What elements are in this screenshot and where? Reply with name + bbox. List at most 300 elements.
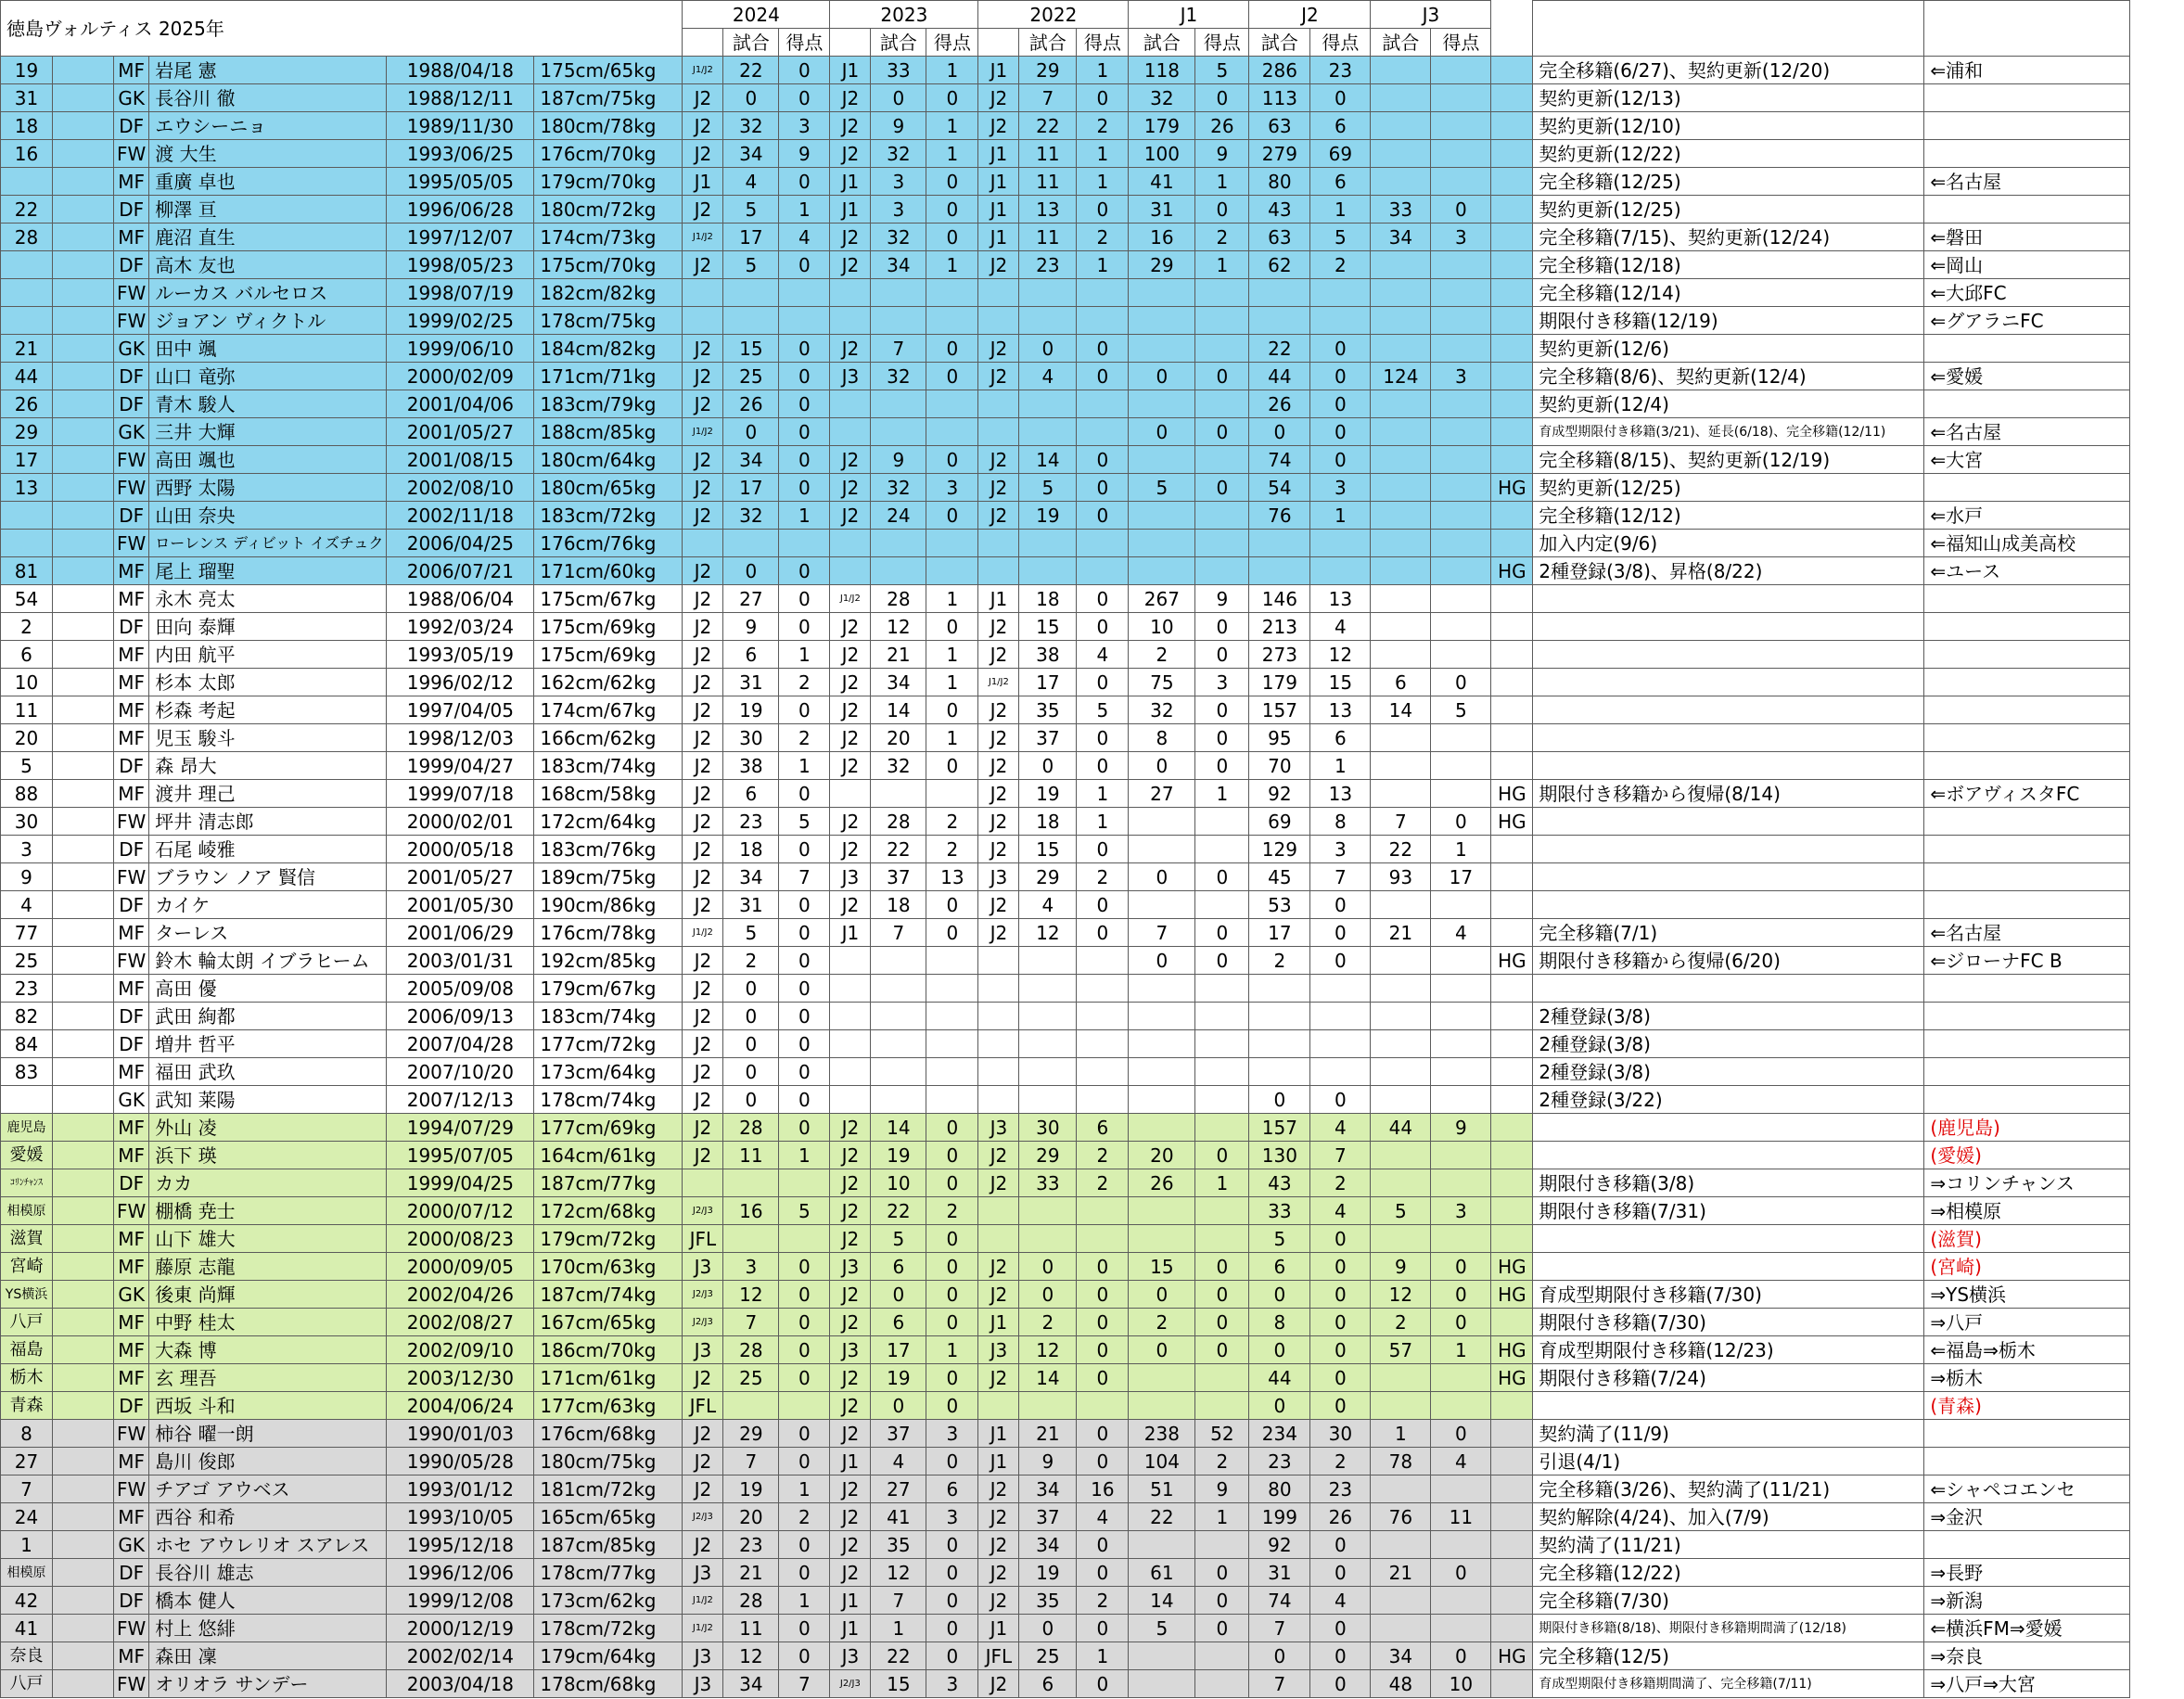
j2-games: 43 xyxy=(1249,1169,1310,1197)
table-row[interactable] xyxy=(1,279,2130,307)
table-row[interactable] xyxy=(1,474,2130,502)
player-number: 41 xyxy=(1,1615,53,1642)
j1-games xyxy=(1129,808,1195,836)
games-2022: 35 xyxy=(1019,1587,1077,1615)
position: FW xyxy=(114,863,149,891)
height-weight: 176cm/76kg xyxy=(534,530,683,557)
goals-2023: 0 xyxy=(926,1281,978,1309)
table-row[interactable] xyxy=(1,57,2130,84)
table-row[interactable] xyxy=(1,1420,2130,1448)
j3-games xyxy=(1371,502,1431,530)
table-row[interactable] xyxy=(1,1003,2130,1030)
j1-games: 267 xyxy=(1129,585,1195,613)
table-row[interactable] xyxy=(1,502,2130,530)
table-row[interactable] xyxy=(1,307,2130,335)
goals-2022: 0 xyxy=(1077,84,1129,112)
player-name: 山田 奈央 xyxy=(149,502,387,530)
j1-goals: 0 xyxy=(1195,696,1249,724)
j3-goals xyxy=(1431,530,1491,557)
league-2023: J2 xyxy=(830,1392,871,1420)
table-row[interactable] xyxy=(1,530,2130,557)
league-2024: J2 xyxy=(683,140,723,168)
j2-goals: 0 xyxy=(1310,1225,1371,1253)
table-row[interactable] xyxy=(1,251,2130,279)
j1-games: 75 xyxy=(1129,669,1195,696)
player-name: 坪井 清志郎 xyxy=(149,808,387,836)
birth-date: 1988/04/18 xyxy=(387,57,534,84)
blank-cell xyxy=(53,1281,114,1309)
goals-2022 xyxy=(1077,1392,1129,1420)
table-row[interactable] xyxy=(1,557,2130,585)
table-row[interactable] xyxy=(1,1281,2130,1309)
table-row[interactable] xyxy=(1,1615,2130,1642)
birth-date: 1996/02/12 xyxy=(387,669,534,696)
table-row[interactable] xyxy=(1,641,2130,669)
goals-2024: 0 xyxy=(779,1448,830,1475)
table-row[interactable] xyxy=(1,196,2130,224)
player-name: 西谷 和希 xyxy=(149,1503,387,1531)
j1-games: 0 xyxy=(1129,1281,1195,1309)
table-row[interactable] xyxy=(1,669,2130,696)
j1-games xyxy=(1129,836,1195,863)
sheet-title: 徳島ヴォルティス 2025年 xyxy=(1,1,683,57)
j3-goals xyxy=(1431,891,1491,919)
goals-2022: 1 xyxy=(1077,140,1129,168)
table-row[interactable] xyxy=(1,1531,2130,1559)
j2-games: 8 xyxy=(1249,1309,1310,1336)
league-2024 xyxy=(683,530,723,557)
homegrown-flag xyxy=(1491,1086,1533,1114)
height-weight: 173cm/64kg xyxy=(534,1058,683,1086)
j1-goals xyxy=(1195,1225,1249,1253)
header-goals: 得点 xyxy=(926,29,978,57)
games-2024 xyxy=(723,1225,779,1253)
league-2023: J2 xyxy=(830,613,871,641)
games-2024 xyxy=(723,530,779,557)
j1-goals: 1 xyxy=(1195,168,1249,196)
player-number xyxy=(1,251,53,279)
birth-date: 1995/07/05 xyxy=(387,1142,534,1169)
table-row[interactable] xyxy=(1,1392,2130,1420)
height-weight: 164cm/61kg xyxy=(534,1142,683,1169)
player-number: 31 xyxy=(1,84,53,112)
blank-cell xyxy=(53,502,114,530)
league-2024: J1/J2 xyxy=(683,919,723,947)
league-2023: J2 xyxy=(830,502,871,530)
league-2023: J2 xyxy=(830,1531,871,1559)
games-2024: 12 xyxy=(723,1642,779,1670)
league-2023: J2 xyxy=(830,669,871,696)
league-2022: J2 xyxy=(978,613,1019,641)
transfer-note xyxy=(1533,641,1924,669)
j2-games: 80 xyxy=(1249,168,1310,196)
table-row[interactable] xyxy=(1,863,2130,891)
player-number: 滋賀 xyxy=(1,1225,53,1253)
table-row[interactable] xyxy=(1,836,2130,863)
goals-2023: 1 xyxy=(926,140,978,168)
table-row[interactable] xyxy=(1,1642,2130,1670)
transfer-note: 完全移籍(3/26)、契約満了(11/21) xyxy=(1533,1475,1924,1503)
goals-2024: 0 xyxy=(779,1364,830,1392)
player-name: 渡 大生 xyxy=(149,140,387,168)
j1-games xyxy=(1129,530,1195,557)
games-2022: 15 xyxy=(1019,836,1077,863)
j1-goals xyxy=(1195,446,1249,474)
transfer-note: 期限付き移籍(3/8) xyxy=(1533,1169,1924,1197)
birth-date: 2000/09/05 xyxy=(387,1253,534,1281)
j2-goals: 0 xyxy=(1310,947,1371,975)
birth-date: 2006/04/25 xyxy=(387,530,534,557)
j1-goals: 3 xyxy=(1195,669,1249,696)
table-row[interactable] xyxy=(1,112,2130,140)
position: FW xyxy=(114,1615,149,1642)
position: FW xyxy=(114,474,149,502)
player-number: 54 xyxy=(1,585,53,613)
games-2024: 0 xyxy=(723,84,779,112)
blank-cell xyxy=(53,446,114,474)
games-2022: 29 xyxy=(1019,1142,1077,1169)
transfer-club: ⇐シャペコエンセ xyxy=(1924,1475,2130,1503)
goals-2024: 0 xyxy=(779,335,830,363)
table-row[interactable] xyxy=(1,1559,2130,1587)
games-2024: 23 xyxy=(723,1531,779,1559)
table-row[interactable] xyxy=(1,1225,2130,1253)
j2-goals xyxy=(1310,557,1371,585)
j2-games: 92 xyxy=(1249,780,1310,808)
j2-goals: 0 xyxy=(1310,1336,1371,1364)
j2-games: 0 xyxy=(1249,1281,1310,1309)
j1-games xyxy=(1129,279,1195,307)
league-2024: J2 xyxy=(683,1086,723,1114)
table-row[interactable] xyxy=(1,1503,2130,1531)
league-2023: J3 xyxy=(830,863,871,891)
player-name: エウシーニョ xyxy=(149,112,387,140)
j3-goals: 0 xyxy=(1431,1309,1491,1336)
player-name: 西坂 斗和 xyxy=(149,1392,387,1420)
league-2022 xyxy=(978,1225,1019,1253)
position: DF xyxy=(114,502,149,530)
table-row[interactable] xyxy=(1,1475,2130,1503)
player-number: 44 xyxy=(1,363,53,390)
j1-goals: 0 xyxy=(1195,1559,1249,1587)
j2-goals: 0 xyxy=(1310,1559,1371,1587)
games-2023 xyxy=(871,279,926,307)
table-body xyxy=(1,1,2130,1698)
position: MF xyxy=(114,919,149,947)
table-row[interactable] xyxy=(1,418,2130,446)
player-number xyxy=(1,1086,53,1114)
header-2024: 2024 xyxy=(683,1,830,29)
position: FW xyxy=(114,808,149,836)
homegrown-flag xyxy=(1491,224,1533,251)
j1-goals: 0 xyxy=(1195,363,1249,390)
league-2023: J1 xyxy=(830,168,871,196)
table-row[interactable] xyxy=(1,1058,2130,1086)
j2-goals: 0 xyxy=(1310,446,1371,474)
goals-2022 xyxy=(1077,947,1129,975)
table-row[interactable] xyxy=(1,1030,2130,1058)
j3-games: 33 xyxy=(1371,196,1431,224)
player-number: 18 xyxy=(1,112,53,140)
header-j2: J2 xyxy=(1249,1,1371,29)
table-row[interactable] xyxy=(1,752,2130,780)
player-name: 増井 哲平 xyxy=(149,1030,387,1058)
j1-goals: 0 xyxy=(1195,1336,1249,1364)
league-2022 xyxy=(978,279,1019,307)
header-goals: 得点 xyxy=(1195,29,1249,57)
table-row[interactable] xyxy=(1,1448,2130,1475)
j1-goals: 0 xyxy=(1195,641,1249,669)
j3-games xyxy=(1371,1615,1431,1642)
league-2023 xyxy=(830,557,871,585)
j2-games: 44 xyxy=(1249,1364,1310,1392)
j2-games: 0 xyxy=(1249,1336,1310,1364)
j3-goals xyxy=(1431,418,1491,446)
transfer-note: 期限付き移籍(7/31) xyxy=(1533,1197,1924,1225)
transfer-club xyxy=(1924,390,2130,418)
games-2022: 4 xyxy=(1019,891,1077,919)
transfer-note xyxy=(1533,724,1924,752)
position: DF xyxy=(114,891,149,919)
j3-games xyxy=(1371,585,1431,613)
blank-cell xyxy=(53,1475,114,1503)
table-row[interactable] xyxy=(1,1114,2130,1142)
table-row[interactable] xyxy=(1,1587,2130,1615)
goals-2024: 2 xyxy=(779,669,830,696)
height-weight: 177cm/63kg xyxy=(534,1392,683,1420)
player-name: 中野 桂太 xyxy=(149,1309,387,1336)
table-row[interactable] xyxy=(1,1197,2130,1225)
goals-2024: 0 xyxy=(779,1531,830,1559)
blank-cell xyxy=(53,140,114,168)
j1-games: 29 xyxy=(1129,251,1195,279)
games-2022 xyxy=(1019,1086,1077,1114)
table-row[interactable] xyxy=(1,140,2130,168)
table-row[interactable] xyxy=(1,446,2130,474)
j1-games: 32 xyxy=(1129,696,1195,724)
position: DF xyxy=(114,1003,149,1030)
j2-games: 0 xyxy=(1249,418,1310,446)
height-weight: 178cm/74kg xyxy=(534,1086,683,1114)
height-weight: 173cm/62kg xyxy=(534,1587,683,1615)
position: DF xyxy=(114,1030,149,1058)
header-goals: 得点 xyxy=(1077,29,1129,57)
league-2023 xyxy=(830,1030,871,1058)
goals-2022: 1 xyxy=(1077,168,1129,196)
games-2023: 22 xyxy=(871,1642,926,1670)
goals-2024: 5 xyxy=(779,1197,830,1225)
league-2023: J2 xyxy=(830,251,871,279)
position: MF xyxy=(114,1142,149,1169)
table-row[interactable] xyxy=(1,975,2130,1003)
player-number: 23 xyxy=(1,975,53,1003)
table-row[interactable] xyxy=(1,696,2130,724)
j2-goals: 0 xyxy=(1310,1309,1371,1336)
j1-goals xyxy=(1195,808,1249,836)
birth-date: 1999/04/27 xyxy=(387,752,534,780)
j3-games xyxy=(1371,335,1431,363)
player-name: 長谷川 徹 xyxy=(149,84,387,112)
games-2024: 31 xyxy=(723,669,779,696)
j1-goals xyxy=(1195,279,1249,307)
height-weight: 184cm/82kg xyxy=(534,335,683,363)
games-2024: 31 xyxy=(723,891,779,919)
table-row[interactable] xyxy=(1,1670,2130,1698)
j1-games xyxy=(1129,1392,1195,1420)
goals-2024: 0 xyxy=(779,975,830,1003)
games-2024 xyxy=(723,1169,779,1197)
transfer-club: (宮崎) xyxy=(1924,1253,2130,1281)
table-row[interactable] xyxy=(1,168,2130,196)
j1-games: 2 xyxy=(1129,641,1195,669)
player-name: 高木 友也 xyxy=(149,251,387,279)
league-2024: J2 xyxy=(683,975,723,1003)
goals-2024: 1 xyxy=(779,1587,830,1615)
games-2022: 35 xyxy=(1019,696,1077,724)
games-2022: 17 xyxy=(1019,669,1077,696)
j2-games: 179 xyxy=(1249,669,1310,696)
league-2022: J2 xyxy=(978,1670,1019,1698)
goals-2024: 7 xyxy=(779,863,830,891)
player-name: 石尾 崚雅 xyxy=(149,836,387,863)
table-row[interactable] xyxy=(1,613,2130,641)
homegrown-flag: HG xyxy=(1491,780,1533,808)
games-2023 xyxy=(871,1030,926,1058)
blank-cell xyxy=(53,112,114,140)
league-2022: J2 xyxy=(978,1142,1019,1169)
j2-goals: 26 xyxy=(1310,1503,1371,1531)
table-row[interactable] xyxy=(1,891,2130,919)
table-row[interactable] xyxy=(1,780,2130,808)
games-2023: 1 xyxy=(871,1615,926,1642)
goals-2023 xyxy=(926,975,978,1003)
games-2024: 19 xyxy=(723,1475,779,1503)
table-row[interactable] xyxy=(1,1169,2130,1197)
player-number: 7 xyxy=(1,1475,53,1503)
player-name: 長谷川 雄志 xyxy=(149,1559,387,1587)
position: MF xyxy=(114,1253,149,1281)
table-row[interactable] xyxy=(1,1253,2130,1281)
j1-games: 238 xyxy=(1129,1420,1195,1448)
player-number: 82 xyxy=(1,1003,53,1030)
height-weight: 171cm/61kg xyxy=(534,1364,683,1392)
league-2023: J1 xyxy=(830,1448,871,1475)
transfer-note xyxy=(1533,585,1924,613)
table-row[interactable] xyxy=(1,1309,2130,1336)
table-row[interactable] xyxy=(1,1364,2130,1392)
games-2024 xyxy=(723,307,779,335)
goals-2024: 0 xyxy=(779,1086,830,1114)
player-number: 13 xyxy=(1,474,53,502)
table-row[interactable] xyxy=(1,1142,2130,1169)
goals-2022: 0 xyxy=(1077,669,1129,696)
height-weight: 187cm/75kg xyxy=(534,84,683,112)
games-2023: 0 xyxy=(871,1281,926,1309)
height-weight: 190cm/86kg xyxy=(534,891,683,919)
height-weight: 187cm/74kg xyxy=(534,1281,683,1309)
birth-date: 2000/02/01 xyxy=(387,808,534,836)
goals-2024 xyxy=(779,279,830,307)
homegrown-flag xyxy=(1491,641,1533,669)
j1-goals xyxy=(1195,1670,1249,1698)
table-row[interactable] xyxy=(1,363,2130,390)
table-row[interactable] xyxy=(1,919,2130,947)
table-row[interactable] xyxy=(1,1336,2130,1364)
goals-2022 xyxy=(1077,1058,1129,1086)
player-number: 21 xyxy=(1,335,53,363)
games-2022: 33 xyxy=(1019,1169,1077,1197)
blank-cell xyxy=(53,1503,114,1531)
league-2024: J2 xyxy=(683,891,723,919)
j1-goals: 9 xyxy=(1195,140,1249,168)
table-row[interactable] xyxy=(1,724,2130,752)
birth-date: 1988/12/11 xyxy=(387,84,534,112)
j2-goals xyxy=(1310,279,1371,307)
j2-games: 273 xyxy=(1249,641,1310,669)
transfer-club xyxy=(1924,1058,2130,1086)
table-row[interactable] xyxy=(1,335,2130,363)
j1-goals xyxy=(1195,1114,1249,1142)
league-2024: J2 xyxy=(683,947,723,975)
transfer-club: ⇒長野 xyxy=(1924,1559,2130,1587)
height-weight: 166cm/62kg xyxy=(534,724,683,752)
transfer-note xyxy=(1533,863,1924,891)
goals-2024: 0 xyxy=(779,780,830,808)
homegrown-flag xyxy=(1491,1670,1533,1698)
j2-goals: 3 xyxy=(1310,836,1371,863)
birth-date: 2000/02/09 xyxy=(387,363,534,390)
goals-2022: 0 xyxy=(1077,474,1129,502)
table-row[interactable] xyxy=(1,390,2130,418)
goals-2022: 2 xyxy=(1077,863,1129,891)
goals-2024: 0 xyxy=(779,474,830,502)
transfer-note: 2種登録(3/8) xyxy=(1533,1003,1924,1030)
j3-games: 14 xyxy=(1371,696,1431,724)
games-2023 xyxy=(871,975,926,1003)
table-row[interactable] xyxy=(1,84,2130,112)
homegrown-flag xyxy=(1491,613,1533,641)
j3-goals xyxy=(1431,502,1491,530)
league-2023: J2/J3 xyxy=(830,1670,871,1698)
games-2022 xyxy=(1019,390,1077,418)
games-2024: 21 xyxy=(723,1559,779,1587)
transfer-note xyxy=(1533,696,1924,724)
table-row[interactable] xyxy=(1,1086,2130,1114)
goals-2022 xyxy=(1077,1225,1129,1253)
player-number: 8 xyxy=(1,1420,53,1448)
table-row[interactable] xyxy=(1,224,2130,251)
league-2024: J2/J3 xyxy=(683,1309,723,1336)
j1-games: 0 xyxy=(1129,863,1195,891)
header-games: 試合 xyxy=(723,29,779,57)
goals-2022: 2 xyxy=(1077,224,1129,251)
table-row[interactable] xyxy=(1,947,2130,975)
table-row[interactable] xyxy=(1,585,2130,613)
position: MF xyxy=(114,557,149,585)
table-row[interactable] xyxy=(1,808,2130,836)
position: MF xyxy=(114,57,149,84)
j1-games: 31 xyxy=(1129,196,1195,224)
league-2023: J2 xyxy=(830,1420,871,1448)
transfer-club: ⇐名古屋 xyxy=(1924,919,2130,947)
player-number: 2 xyxy=(1,613,53,641)
blank-cell xyxy=(53,1448,114,1475)
j2-games: 22 xyxy=(1249,335,1310,363)
transfer-note: 契約更新(12/13) xyxy=(1533,84,1924,112)
position: MF xyxy=(114,1448,149,1475)
goals-2022: 2 xyxy=(1077,1169,1129,1197)
transfer-note: 完全移籍(12/18) xyxy=(1533,251,1924,279)
